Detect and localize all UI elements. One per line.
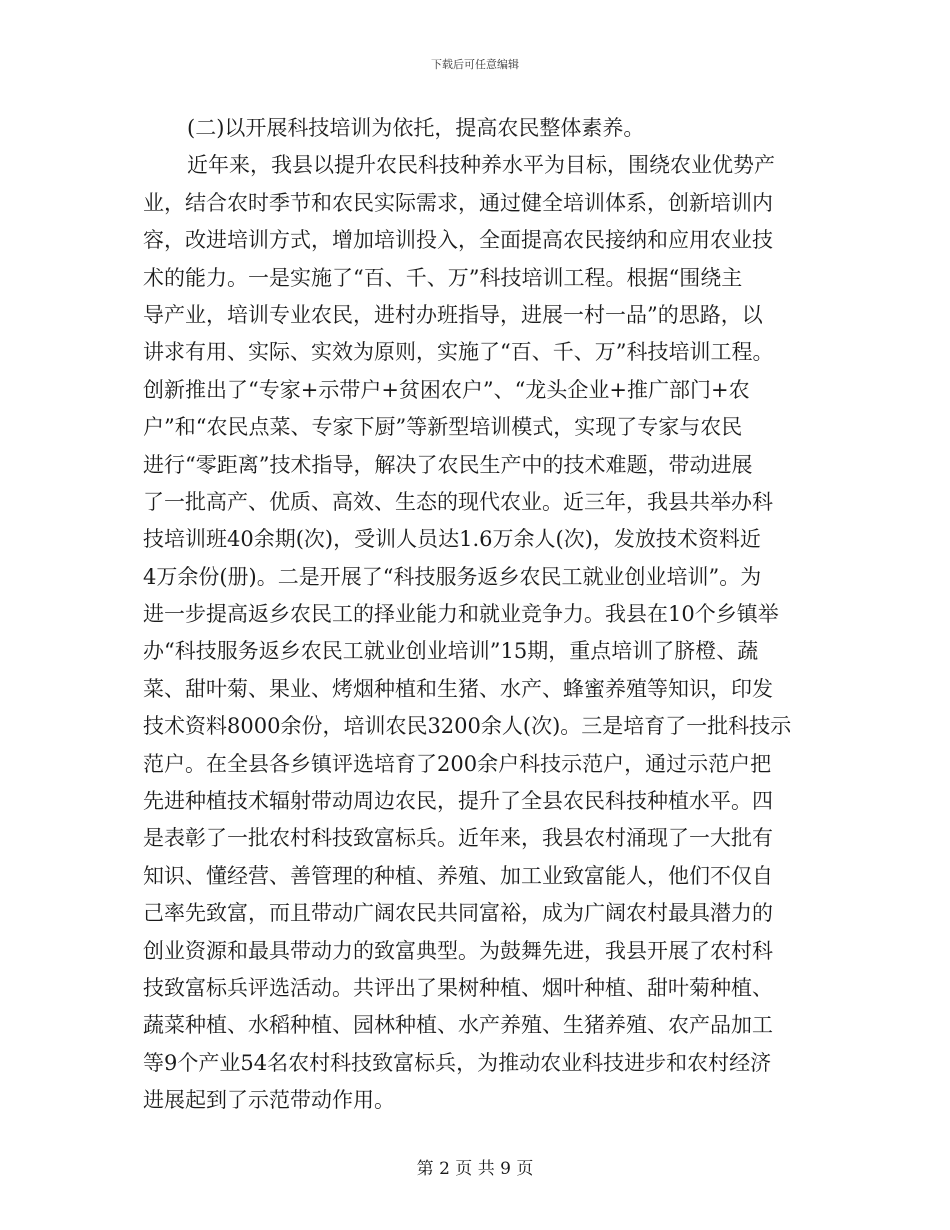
text-line: 导产业，培训专业农民，进村办班指导，进展一村一品”的思路，以 — [143, 302, 763, 327]
text-line: 业，结合农时季节和农民实际需求，通过健全培训体系，创新培训内 — [143, 190, 773, 215]
text-line: 是表彰了一批农村科技致富标兵。近年来，我县农村涌现了一大批有 — [143, 826, 773, 851]
text-line: 先进种植技术辐射带动周边农民，提升了全县农民科技种植水平。四 — [143, 789, 773, 814]
text-line: 户”和“农民点菜、专家下厨”等新型培训模式，实现了专家与农民 — [143, 415, 743, 440]
page-header-note: 下载后可任意编辑 — [431, 58, 519, 71]
text-line: 容，改进培训方式，增加培训投入，全面提高农民接纳和应用农业技 — [143, 228, 773, 253]
text-line: 近年来，我县以提升农民科技种养水平为目标，围绕农业优势产 — [187, 153, 775, 178]
text-line: 技致富标兵评选活动。共评出了果树种植、烟叶种植、甜叶菊种植、 — [143, 975, 773, 1000]
document-body — [143, 110, 808, 1120]
text-line: 菜、甜叶菊、果业、烤烟种植和生猪、水产、蜂蜜养殖等知识，印发 — [143, 676, 773, 701]
text-line: 等9个产业54名农村科技致富标兵，为推动农业科技进步和农村经济 — [143, 1050, 772, 1075]
text-line: 进行“零距离”技术指导，解决了农民生产中的技术难题，带动进展 — [143, 452, 753, 477]
text-line: 了一批高产、优质、高效、生态的现代农业。近三年，我县共举办科 — [143, 489, 773, 514]
page-number-footer: 第 2 页 共 9 页 — [416, 1159, 534, 1179]
text-line: (二)以开展科技培训为依托，提高农民整体素养。 — [187, 116, 645, 140]
text-line: 己率先致富，而且带动广阔农民共同富裕，成为广阔农村最具潜力的 — [143, 901, 773, 926]
text-line: 技培训班40余期(次)，受训人员达1.6万余人(次)，发放技术资料近 — [143, 527, 761, 552]
text-line: 术的能力。一是实施了“百、千、万”科技培训工程。根据“围绕主 — [143, 265, 743, 290]
text-line: 进展起到了示范带动作用。 — [143, 1088, 395, 1113]
text-line: 办“科技服务返乡农民工就业创业培训”15期，重点培训了脐橙、蔬 — [143, 639, 759, 664]
text-line: 进一步提高返乡农民工的择业能力和就业竞争力。我县在10个乡镇举 — [143, 602, 779, 627]
section-heading-paragraph — [143, 110, 808, 147]
text-line: 讲求有用、实际、实效为原则，实施了“百、千、万”科技培训工程。 — [143, 340, 774, 365]
text-line: 范户。在全县各乡镇评选培育了200余户科技示范户，通过示范户把 — [143, 751, 772, 776]
text-line: 蔬菜种植、水稻种植、园林种植、水产养殖、生猪养殖、农产品加工 — [143, 1013, 773, 1038]
text-line: 知识、懂经营、善管理的种植、养殖、加工业致富能人，他们不仅自 — [143, 863, 773, 888]
text-line: 技术资料8000余份，培训农民3200余人(次)。三是培育了一批科技示 — [143, 714, 792, 739]
text-line: 创业资源和最具带动力的致富典型。为鼓舞先进，我县开展了农村科 — [143, 938, 773, 963]
text-line: 创新推出了“专家+示带户+贫困农户”、“龙头企业+推广部门+农 — [143, 377, 750, 402]
text-line: 4万余份(册)。二是开展了“科技服务返乡农民工就业创业培训”。为 — [143, 564, 762, 589]
body-paragraph — [143, 147, 808, 1119]
